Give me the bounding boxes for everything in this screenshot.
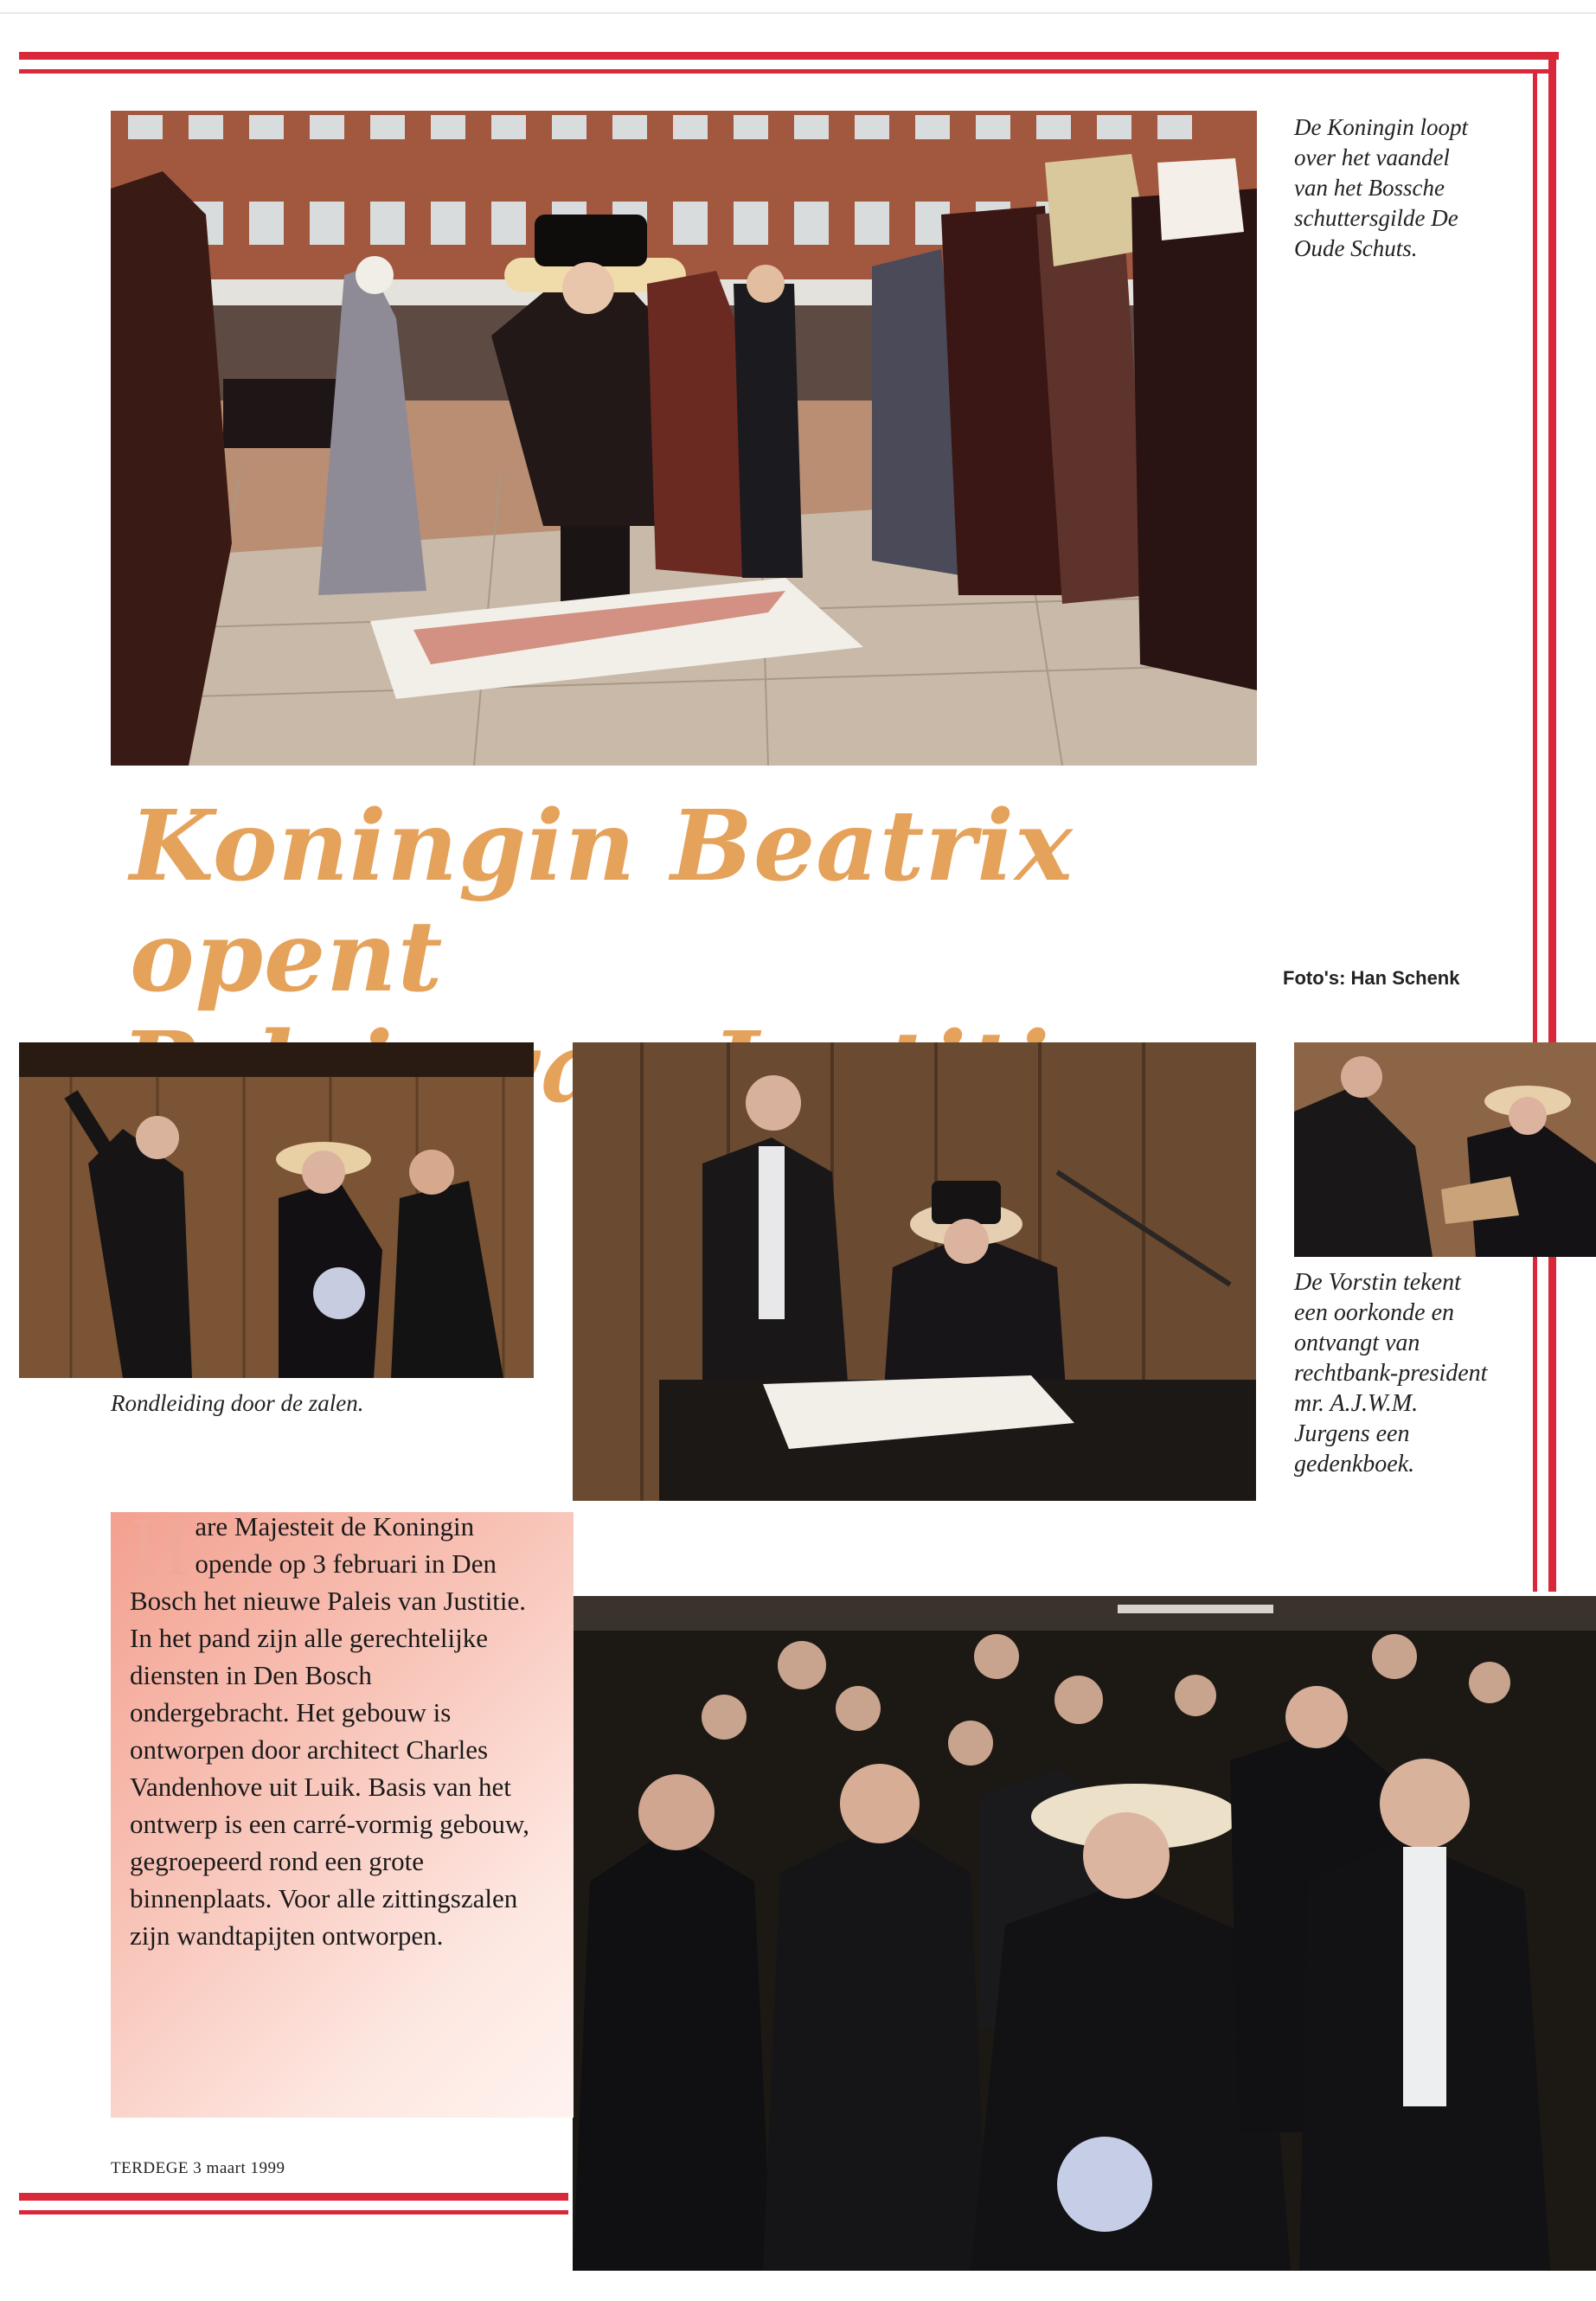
photo-signing	[573, 1042, 1256, 1501]
page-footer: TERDEGE 3 maart 1999	[111, 2159, 285, 2177]
photo-presenting-book	[1294, 1042, 1596, 1257]
caption-presenting-book: De Vorstin tekent een oorkonde en ontvangt van rechtbank-president mr. A.J.W.M. Jurgens een gedenkboek.	[1294, 1269, 1488, 1477]
photo-audience	[573, 1596, 1596, 2271]
photo-queen-walking	[111, 111, 1257, 766]
article-body: are Majesteit de Koningin opende op 3 februari in Den Bosch het nieuwe Paleis van Justitie. In het pand zijn alle gerechtelijke diensten in Den Bosch ondergebracht. Het gebouw is ontworpen door architect Charles Vandenhove uit Luik. Basis van het ontwerp is een carré-vormig gebouw, gegroepeerd rond een grote binnenplaats. Voor alle zittingszalen zijn wandtapijten ontworpen.	[130, 1511, 529, 1951]
frame-right-bar	[1548, 52, 1556, 1592]
scan-edge-line	[0, 12, 1596, 14]
photo-tour	[19, 1042, 534, 1378]
photo-credit: Foto's: Han Schenk	[1283, 967, 1460, 989]
article-dropcap: H	[130, 1500, 190, 1593]
article-text	[130, 1500, 536, 1954]
frame-top-bar	[19, 52, 1559, 60]
frame-right-bar-thin	[1533, 69, 1537, 1592]
caption-tour: Rondleiding door de zalen.	[111, 1390, 364, 1416]
frame-top-bar-thin	[19, 69, 1548, 74]
headline-line-1: Koningin Beatrix opent	[130, 790, 1074, 1014]
frame-bottom-bar	[19, 2193, 568, 2201]
frame-bottom-bar-thin	[19, 2210, 568, 2214]
caption-queen-walking: De Koningin loopt over het vaandel van het Bossche schuttersgilde De Oude Schuts.	[1294, 114, 1468, 261]
